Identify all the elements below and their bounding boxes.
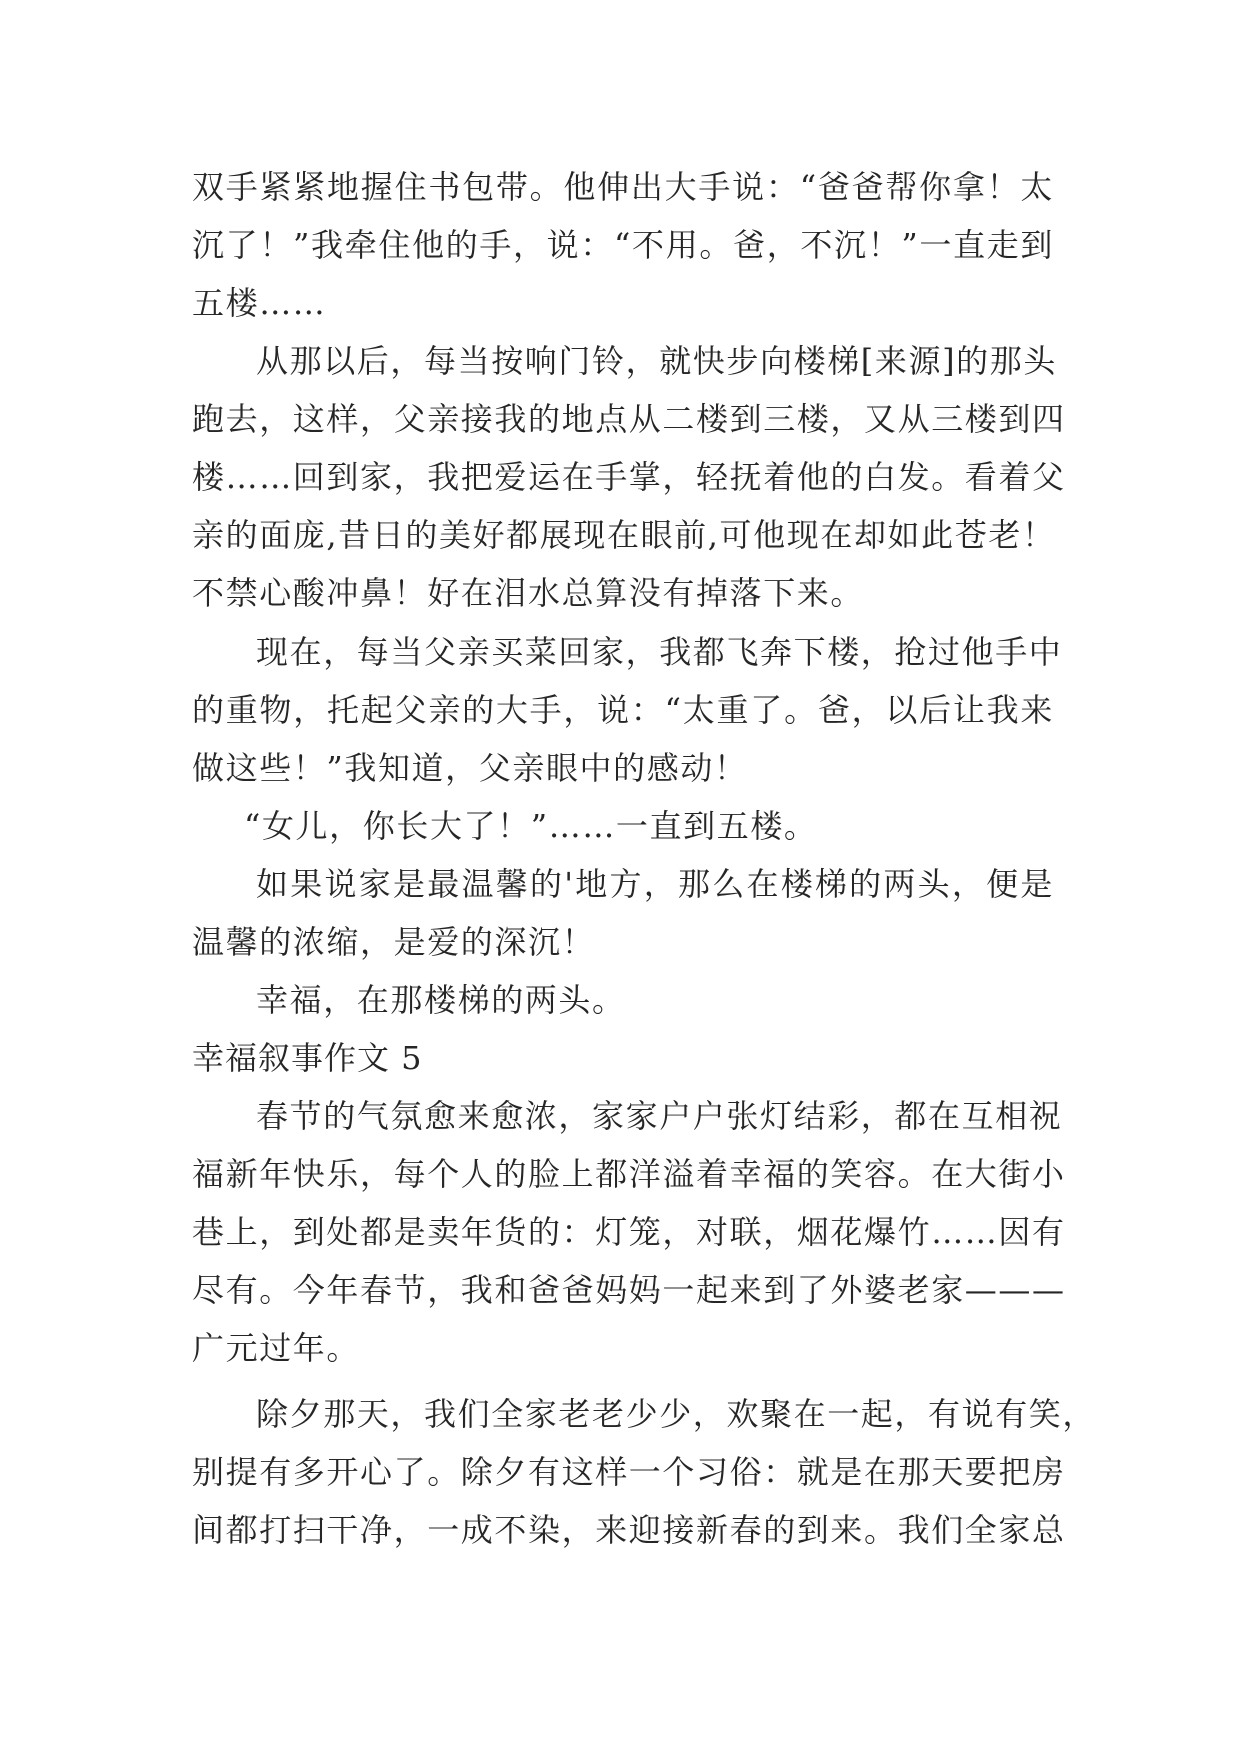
text-line: 的重物，托起父亲的大手，说：“太重了。爸，以后让我来 [192,691,1054,729]
paragraph-start: 如果说家是最温馨的'地方，那么在楼梯的两头，便是 [256,865,1054,903]
text-line: 尽有。今年春节，我和爸爸妈妈一起来到了外婆老家——— [192,1271,1066,1309]
paragraph-start: 除夕那天，我们全家老老少少，欢聚在一起，有说有笑， [256,1395,1097,1433]
text-line: 巷上，到处都是卖年货的：灯笼，对联，烟花爆竹……因有 [192,1213,1066,1251]
paragraph-start: 现在，每当父亲买菜回家，我都飞奔下楼，抢过他手中 [256,633,1063,671]
text-line: 五楼…… [192,284,327,322]
text-line: 楼……回到家，我把爱运在手掌，轻抚着他的白发。看着父 [192,458,1066,496]
text-line: 沉了！”我牵住他的手，说：“不用。爸，不沉！”一直走到 [192,226,1054,264]
text-line: 双手紧紧地握住书包带。他伸出大手说：“爸爸帮你拿！太 [192,168,1054,206]
text-line: 广元过年。 [192,1329,361,1367]
paragraph-start: “女儿，你长大了！”……一直到五楼。 [244,807,818,845]
section-heading: 幸福叙事作文 5 [192,1039,423,1077]
paragraph-start: 春节的气氛愈来愈浓，家家户户张灯结彩，都在互相祝 [256,1097,1063,1135]
text-line: 福新年快乐，每个人的脸上都洋溢着幸福的笑容。在大街小 [192,1155,1066,1193]
text-line: 温馨的浓缩，是爱的深沉！ [192,923,596,961]
text-line: 做这些！”我知道，父亲眼中的感动！ [192,749,748,787]
text-line: 间都打扫干净，一成不染，来迎接新春的到来。我们全家总 [192,1511,1066,1549]
text-line: 别提有多开心了。除夕有这样一个习俗：就是在那天要把房 [192,1453,1066,1491]
text-line: 亲的面庞,昔日的美好都展现在眼前,可他现在却如此苍老！ [192,516,1056,554]
paragraph-start: 幸福，在那楼梯的两头。 [256,981,626,1019]
paragraph-start: 从那以后，每当按响门铃，就快步向楼梯[来源]的那头 [256,342,1057,380]
text-line: 不禁心酸冲鼻！好在泪水总算没有掉落下来。 [192,574,865,612]
text-line: 跑去，这样，父亲接我的地点从二楼到三楼，又从三楼到四 [192,400,1066,438]
